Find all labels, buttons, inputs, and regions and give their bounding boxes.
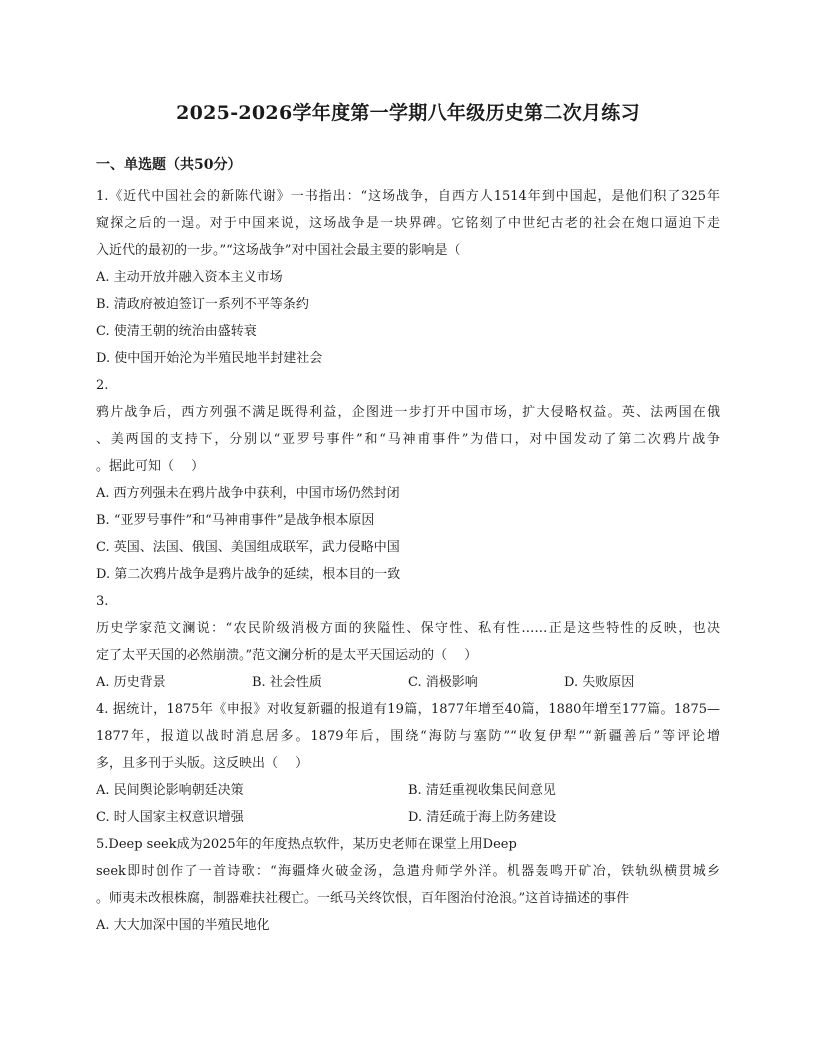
question-1-option-d: D. 使中国开始沦为半殖民地半封建社会 [96, 351, 323, 366]
question-1-option-c: C. 使清王朝的统治由盛转衰 [96, 324, 257, 339]
question-3-option-d: D. 失败原因 [564, 675, 635, 690]
question-4-stem-line: 多，且多刊于头版。这反映出（ ） [96, 756, 309, 771]
question-2-stem-line: 、美两国的支持下，分别以“亚罗号事件”和“马神甫事件”为借口，对中国发动了第二次鸦片战争 [96, 432, 720, 447]
question-4-option-d: D. 清廷疏于海上防务建设 [408, 810, 557, 825]
question-4-option-c: C. 时人国家主权意识增强 [96, 810, 244, 825]
question-5-option-a: A. 大大加深中国的半殖民地化 [96, 918, 270, 933]
exam-title: 2025-2026学年度第一学期八年级历史第二次月练习 [176, 102, 640, 124]
question-3-number: 3. [96, 594, 109, 609]
question-2-number: 2. [96, 378, 109, 393]
question-2-option-d: D. 第二次鸦片战争是鸦片战争的延续，根本目的一致 [96, 567, 401, 582]
question-5-stem-line: 5.Deep seek成为2025年的年度热点软件，某历史老师在课堂上用Deep [96, 837, 517, 852]
question-2-option-b: B. “亚罗号事件”和“马神甫事件”是战争根本原因 [96, 513, 375, 528]
question-1-option-a: A. 主动开放并融入资本主义市场 [96, 270, 283, 285]
section-heading: 一、单选题（共50分） [96, 157, 242, 173]
question-2 [96, 372, 720, 588]
question-3-options [96, 669, 720, 696]
question-4-options-row [96, 777, 720, 804]
question-list [96, 183, 720, 939]
question-4 [96, 696, 720, 831]
question-3-option-b: B. 社会性质 [252, 675, 322, 690]
question-4-options-row [96, 804, 720, 831]
question-3-option-a: A. 历史背景 [96, 675, 166, 690]
question-5-stem-line: seek即时创作了一首诗歌：“海疆烽火破金汤，急遣舟师学外洋。机器轰鸣开矿冶，铁轨纵横贯城乡 [96, 864, 720, 879]
question-4-stem-line: 4. 据统计，1875年《申报》对收复新疆的报道有19篇，1877年增至40篇，1880年增至177篇。1875— [96, 702, 720, 717]
question-5 [96, 831, 720, 939]
question-4-option-a: A. 民间舆论影响朝廷决策 [96, 783, 244, 798]
question-3-stem-line: 定了太平天国的必然崩溃。”范文澜分析的是太平天国运动的（ ） [96, 648, 478, 663]
question-1 [96, 183, 720, 372]
question-2-stem-line: 鸦片战争后，西方列强不满足既得利益，企图进一步打开中国市场，扩大侵略权益。英、法两国在俄 [96, 405, 720, 420]
question-1-stem-line: 窥探之后的一逞。对于中国来说，这场战争是一块界碑。它铭刻了中世纪古老的社会在炮口逼迫下走 [96, 216, 720, 231]
question-2-option-a: A. 西方列强未在鸦片战争中获利，中国市场仍然封闭 [96, 486, 400, 501]
question-3-stem-line: 历史学家范文澜说：“农民阶级消极方面的狭隘性、保守性、私有性……正是这些特性的反映，也决 [96, 621, 720, 636]
question-5-stem-line: 。师夷未改根株腐，制器难扶社稷亡。一纸马关终饮恨，百年图治付沧浪。”这首诗描述的事件 [96, 891, 630, 906]
question-4-stem-line: 1877年，报道以战时消息居多。1879年后，围绕“海防与塞防”“收复伊犁”“新疆善后”等评论增 [96, 729, 720, 744]
question-4-option-b: B. 清廷重视收集民间意见 [408, 783, 556, 798]
question-2-option-c: C. 英国、法国、俄国、美国组成联军，武力侵略中国 [96, 540, 400, 555]
question-1-stem-line: 1.《近代中国社会的新陈代谢》一书指出：“这场战争，自西方人1514年到中国起，是他们积了325年 [96, 189, 720, 204]
question-1-stem-line: 入近代的最初的一步。”“这场战争”对中国社会最主要的影响是（ [96, 243, 461, 258]
question-3 [96, 588, 720, 696]
question-3-option-c: C. 消极影响 [408, 675, 478, 690]
question-1-option-b: B. 清政府被迫签订一系列不平等条约 [96, 297, 309, 312]
question-2-stem-line: 。据此可知（ ） [96, 459, 205, 474]
